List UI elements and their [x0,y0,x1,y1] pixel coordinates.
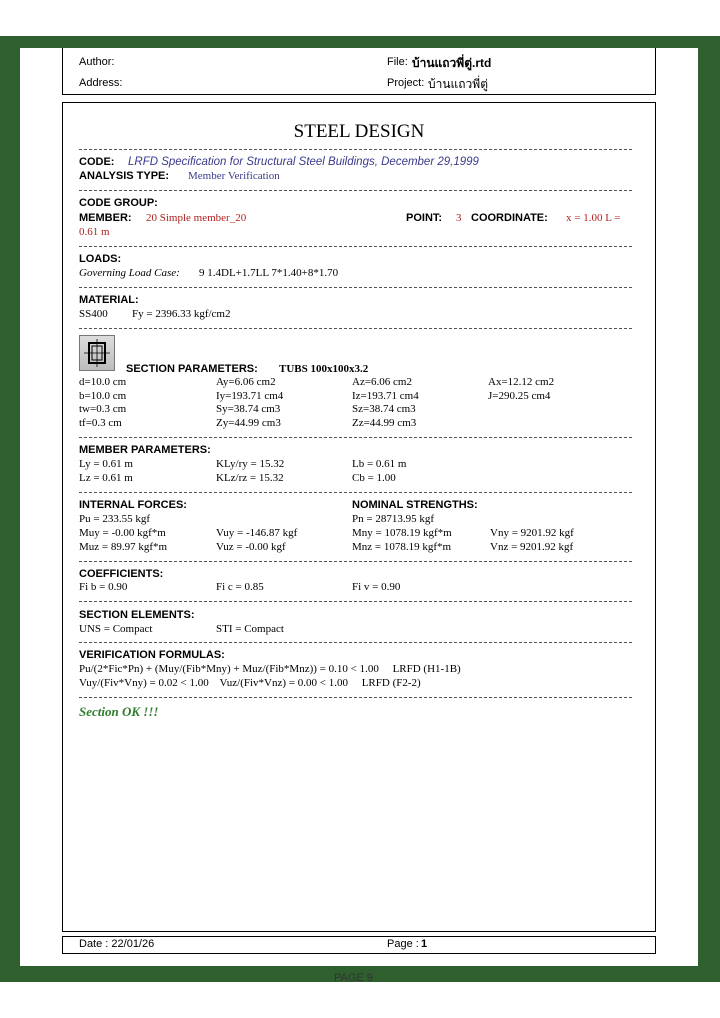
report-footer [62,936,656,954]
verification-label: VERIFICATION FORMULAS: [79,649,225,661]
material-name: SS400 [79,308,108,320]
member-value: 20 Simple member_20 [146,212,247,224]
element-uns: UNS = Compact [79,623,153,635]
coefficients-label: COEFFICIENTS: [79,568,164,580]
member-param-ly: Ly = 0.61 m [79,458,133,470]
analysis-type-label: ANALYSIS TYPE: [79,170,170,182]
section-zz: Zz=44.99 cm3 [352,417,417,429]
address-label: Address: [79,77,123,89]
tube-section-icon [79,335,115,371]
section-elements-label: SECTION ELEMENTS: [79,609,195,621]
section-b: b=10.0 cm [79,390,127,402]
section-iz: Iz=193.71 cm4 [352,390,419,402]
point-value: 3 [456,212,462,224]
project-value: บ้านแถวพี่ตู่ [428,77,488,91]
force-muz: Muz = 89.97 kgf*m [79,541,168,553]
section-az: Az=6.06 cm2 [352,376,412,388]
point-label: POINT: [406,212,443,224]
report-title: STEEL DESIGN [293,121,425,142]
material-fy: Fy = 2396.33 kgf/cm2 [132,308,231,320]
coordinate-value: x = 1.00 L = [566,212,621,224]
load-case-label: Governing Load Case: [79,267,180,279]
divider [79,246,632,247]
section-iy: Iy=193.71 cm4 [216,390,284,402]
force-vuy: Vuy = -146.87 kgf [216,527,298,539]
strength-vnz: Vnz = 9201.92 kgf [490,541,574,553]
divider [79,601,632,602]
force-vuz: Vuz = -0.00 kgf [216,541,286,553]
internal-forces-label: INTERNAL FORCES: [79,499,187,511]
page-marker: PAGE 9 [334,972,373,984]
file-label: File: [387,56,408,68]
section-ax: Ax=12.12 cm2 [488,376,555,388]
coef-fib: Fi b = 0.90 [79,581,128,593]
author-label: Author: [79,56,115,68]
section-params-label: SECTION PARAMETERS: [126,363,258,375]
divider [79,328,632,329]
element-sti: STI = Compact [216,623,284,635]
strength-mnz: Mnz = 1078.19 kgf*m [352,541,452,553]
code-group-label: CODE GROUP: [79,197,158,209]
coef-fiv: Fi v = 0.90 [352,581,401,593]
strength-pn: Pn = 28713.95 kgf [352,513,434,525]
strength-vny: Vny = 9201.92 kgf [490,527,574,539]
verification-formula-2: Vuy/(Fiv*Vny) = 0.02 < 1.00 Vuz/(Fiv*Vnz) = 0.00 < 1.00 LRFD (F2-2) [79,677,421,689]
divider [79,697,632,698]
nominal-strengths-label: NOMINAL STRENGTHS: [352,499,478,511]
coordinate-value-cont: 0.61 m [79,226,110,238]
section-sy: Sy=38.74 cm3 [216,403,281,415]
member-param-lz: Lz = 0.61 m [79,472,133,484]
section-ok-result: Section OK !!! [79,704,159,719]
strength-mny: Mny = 1078.19 kgf*m [352,527,452,539]
section-sz: Sz=38.74 cm3 [352,403,416,415]
code-value: LRFD Specification for Structural Steel Buildings, December 29,1999 [128,156,479,168]
coef-fic: Fi c = 0.85 [216,581,264,593]
section-tf: tf=0.3 cm [79,417,122,429]
divider [79,437,632,438]
divider [79,149,632,150]
section-name: TUBS 100x100x3.2 [279,363,369,375]
section-d: d=10.0 cm [79,376,127,388]
section-tw: tw=0.3 cm [79,403,127,415]
coordinate-label: COORDINATE: [471,212,548,224]
member-param-lb: Lb = 0.61 m [352,458,407,470]
section-j: J=290.25 cm4 [488,390,551,402]
load-case-value: 9 1.4DL+1.7LL 7*1.40+8*1.70 [199,267,339,279]
code-label: CODE: [79,156,115,168]
verification-formula-1: Pu/(2*Fic*Pn) + (Muy/(Fib*Mny) + Muz/(Fib*Mnz)) = 0.10 < 1.00 LRFD (H1-1B) [79,663,461,675]
section-ay: Ay=6.06 cm2 [216,376,276,388]
analysis-type-value: Member Verification [188,170,280,182]
project-label: Project: [387,77,425,89]
divider [79,287,632,288]
footer-date: Date : 22/01/26 [79,938,155,950]
divider [79,642,632,643]
member-param-klz: KLz/rz = 15.32 [216,472,284,484]
file-value: บ้านแถวพี่ตู่.rtd [412,56,492,70]
force-pu: Pu = 233.55 kgf [79,513,150,525]
divider [79,190,632,191]
footer-page-value: 1 [421,938,428,950]
report-header [62,48,656,95]
force-muy: Muy = -0.00 kgf*m [79,527,166,539]
divider [79,492,632,493]
member-label: MEMBER: [79,212,132,224]
divider [79,561,632,562]
member-param-kly: KLy/ry = 15.32 [216,458,285,470]
section-zy: Zy=44.99 cm3 [216,417,281,429]
footer-page-label: Page : [387,938,419,950]
material-label: MATERIAL: [79,294,139,306]
member-params-label: MEMBER PARAMETERS: [79,444,211,456]
loads-label: LOADS: [79,253,122,265]
design-report [62,102,656,932]
member-param-cb: Cb = 1.00 [352,472,396,484]
